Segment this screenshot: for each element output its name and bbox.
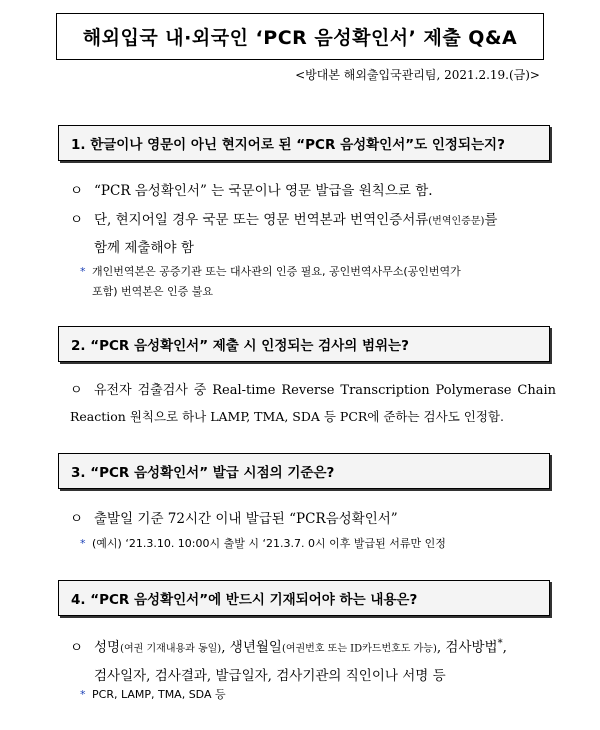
answer-4-item3: , 검사방법 [436, 639, 498, 656]
answer-1-2-end: 를 [484, 212, 498, 228]
bullet-symbol: ㅇ [70, 212, 84, 228]
bullet-symbol: ㅇ [70, 639, 84, 656]
source-line: <방대본 해외출입국관리팀, 2021.2.19.(금)> [295, 68, 540, 82]
bullet-symbol: ㅇ [70, 183, 84, 199]
question-3-box [58, 453, 550, 489]
answer-4-item3-end: , [502, 639, 507, 656]
answer-4-item2-small: (여권번호 또는 ID카드번호도 가능) [281, 643, 437, 655]
answer-1-1 [70, 178, 556, 204]
answer-1-1-text: “PCR 음성확인서” 는 국문이나 영문 발급을 원칙으로 함. [94, 183, 433, 199]
question-3-text: 3. “PCR 음성확인서” 발급 시점의 기준은? [71, 465, 335, 481]
answer-2-1-line2: Reaction 원칙으로 하나 LAMP, TMA, SDA 등 PCR에 준하는 검사도 인정함. [70, 409, 504, 424]
question-1-text: 1. 한글이나 영문이 아닌 현지어로 된 “PCR 음성확인서”도 인정되는지? [71, 137, 505, 153]
answer-2-1-line1: 유전자 검출검사 중 Real-time Reverse Transcription Polymerase Chain [94, 383, 556, 398]
answer-4-item1: 성명 [94, 639, 121, 656]
answer-4-item3-sup: * [497, 638, 503, 649]
note-1-line2: 포함) 번역본은 인증 불요 [92, 285, 214, 298]
document-title [56, 13, 544, 60]
note-3-text: (예시) ‘21.3.10. 10:00시 출발 시 ‘21.3.7. 0시 이후 발급된 서류만 인정 [92, 537, 446, 550]
question-4-box [58, 580, 550, 616]
answer-1-2 [70, 207, 556, 261]
note-3 [80, 534, 550, 554]
answer-3-1 [70, 506, 556, 532]
bullet-symbol: ㅇ [70, 383, 83, 398]
question-4-text: 4. “PCR 음성확인서”에 반드시 기재되어야 하는 내용은? [71, 592, 418, 608]
note-symbol: * [80, 688, 86, 701]
question-2-box [58, 326, 550, 362]
answer-4-1 [70, 631, 556, 689]
question-1-box [58, 125, 550, 161]
document-title-text: 해외입국 내·외국인 ‘PCR 음성확인서’ 제출 Q&A [82, 27, 518, 49]
note-symbol: * [80, 537, 86, 550]
answer-1-2-line2: 함께 제출해야 함 [94, 240, 194, 256]
question-2-text: 2. “PCR 음성확인서” 제출 시 인정되는 검사의 범위는? [71, 338, 409, 354]
answer-1-2-main: 단, 현지어일 경우 국문 또는 영문 번역본과 번역인증서류 [94, 212, 429, 228]
note-4 [80, 685, 550, 705]
note-symbol: * [80, 265, 86, 278]
answer-4-item2: , 생년월일 [221, 639, 282, 656]
note-1 [80, 262, 550, 302]
answer-4-item1-small: (여권 기재내용과 동일) [120, 643, 222, 655]
answer-1-2-small: (번역인증문) [428, 216, 485, 227]
answer-2-1 [70, 378, 556, 430]
answer-3-1-text: 출발일 기준 72시간 이내 발급된 “PCR음성확인서” [94, 511, 398, 527]
note-4-text: PCR, LAMP, TMA, SDA 등 [92, 688, 226, 701]
answer-4-line2: 검사일자, 검사결과, 발급일자, 검사기관의 직인이나 서명 등 [94, 667, 446, 684]
bullet-symbol: ㅇ [70, 511, 84, 527]
note-1-line1: 개인번역본은 공증기관 또는 대사관의 인증 필요, 공인번역사무소(공인번역가 [92, 265, 461, 278]
